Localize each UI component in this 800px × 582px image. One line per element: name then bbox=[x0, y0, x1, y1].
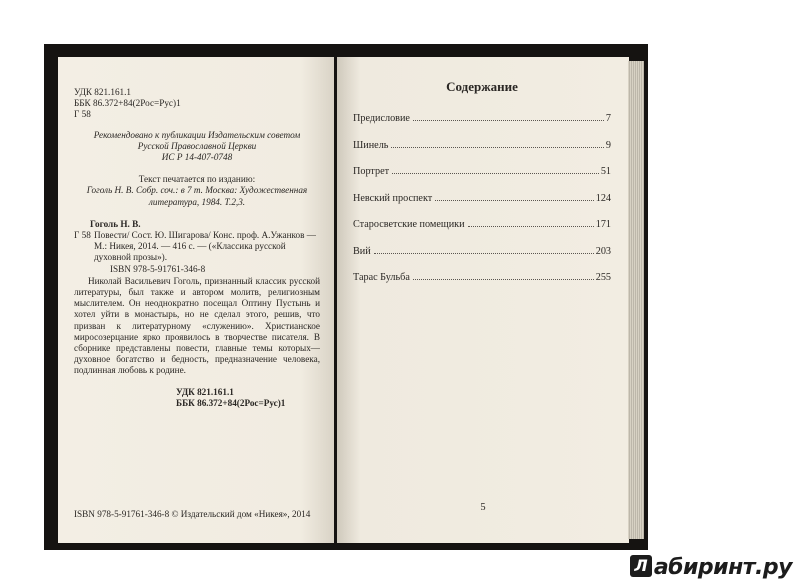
toc-title: Шинель bbox=[353, 139, 389, 151]
toc-entry bbox=[353, 272, 611, 299]
recommendation-line: Русской Православной Церкви bbox=[137, 140, 257, 151]
toc-leader bbox=[413, 120, 604, 121]
toc-leader bbox=[435, 200, 594, 201]
toc-title: Старосветские помещики bbox=[353, 219, 465, 230]
labirint-logo-icon: Л bbox=[630, 555, 652, 577]
toc-entry bbox=[353, 193, 611, 220]
isbn-line: ISBN 978-5-91761-346-8 bbox=[110, 263, 206, 274]
annotation: Николай Васильевич Гоголь, признанный классик русской литературы, был также и автором молитв, религиозным мыслителем. Он неоднократно посещал Оптину Пустынь и хотел уйти в монастырь, но не сделал этого, решив, что призван к литературному «служению». Христианское миросозерцание ярко проявилось в творчестве писателя. В сборнике представлены повести, главные темы которых— духовное богатство и бедность, предназначение человека, подлинная любовь к родине. bbox=[74, 275, 320, 376]
bbk-code: ББК 86.372+84(2Рос=Рус)1 bbox=[74, 98, 181, 109]
bbk-bottom: ББК 86.372+84(2Рос=Рус)1 bbox=[176, 397, 286, 408]
toc-leader bbox=[392, 173, 599, 174]
table-of-contents bbox=[353, 113, 611, 299]
recommendation-line: Рекомендовано к публикации Издательским советом bbox=[93, 129, 301, 140]
toc-entry bbox=[353, 113, 611, 140]
classification-codes bbox=[74, 87, 320, 121]
edition-source bbox=[74, 185, 320, 207]
copyright-footer: ISBN 978-5-91761-346-8 © Издательский дом «Никея», 2014 bbox=[74, 509, 311, 519]
toc-entry bbox=[353, 140, 611, 167]
page-number: 5 bbox=[480, 502, 486, 513]
toc-title: Предисловие bbox=[353, 113, 410, 124]
labirint-watermark bbox=[630, 555, 792, 580]
toc-page: 171 bbox=[595, 219, 611, 230]
toc-title: Тарас Бульба bbox=[353, 272, 410, 283]
catalog-mark: Г 58 bbox=[74, 230, 91, 241]
toc-page: 203 bbox=[595, 245, 611, 257]
author-mark: Г 58 bbox=[74, 109, 91, 120]
catalog-text: Повести/ Сост. Ю. Шигарова/ Конс. проф. А.Ужанков — М.: Никея, 2014. — 416 с. — («Классика русской духовной прозы»). bbox=[94, 230, 316, 263]
toc-entry bbox=[353, 219, 611, 246]
watermark-text: абиринт.ру bbox=[653, 555, 792, 580]
bottom-codes bbox=[176, 387, 320, 409]
udk-bottom: УДК 821.161.1 bbox=[176, 386, 234, 397]
toc-entry bbox=[353, 166, 611, 193]
recommendation bbox=[74, 130, 320, 164]
left-page bbox=[58, 57, 334, 543]
toc-entry bbox=[353, 246, 611, 273]
toc-leader bbox=[413, 279, 594, 280]
catalog-entry bbox=[74, 230, 320, 264]
edition-source-line: литература, 1984. Т.2,3. bbox=[148, 196, 246, 207]
contents-title: Содержание bbox=[446, 79, 518, 94]
udk-code: УДК 821.161.1 bbox=[74, 87, 132, 97]
edition-head: Текст печатается по изданию: bbox=[138, 174, 256, 185]
right-page bbox=[337, 57, 629, 543]
edition-source-line: Гоголь Н. В. Собр. соч.: в 7 т. Москва: Художественная bbox=[86, 185, 308, 196]
toc-page: 7 bbox=[605, 113, 611, 124]
page-edges bbox=[628, 61, 644, 539]
edition-note bbox=[74, 174, 320, 208]
toc-page: 9 bbox=[605, 139, 611, 151]
toc-page: 124 bbox=[595, 192, 611, 204]
toc-title: Портрет bbox=[353, 166, 390, 177]
toc-title: Вий bbox=[353, 245, 371, 257]
author-name: Гоголь Н. В. bbox=[90, 218, 141, 229]
toc-leader bbox=[374, 253, 594, 254]
recommendation-line: ИС Р 14-407-0748 bbox=[161, 152, 233, 163]
toc-leader bbox=[468, 226, 594, 227]
toc-page: 51 bbox=[600, 166, 611, 177]
toc-leader bbox=[391, 147, 603, 148]
toc-page: 255 bbox=[595, 272, 611, 283]
toc-title: Невский проспект bbox=[353, 192, 433, 204]
